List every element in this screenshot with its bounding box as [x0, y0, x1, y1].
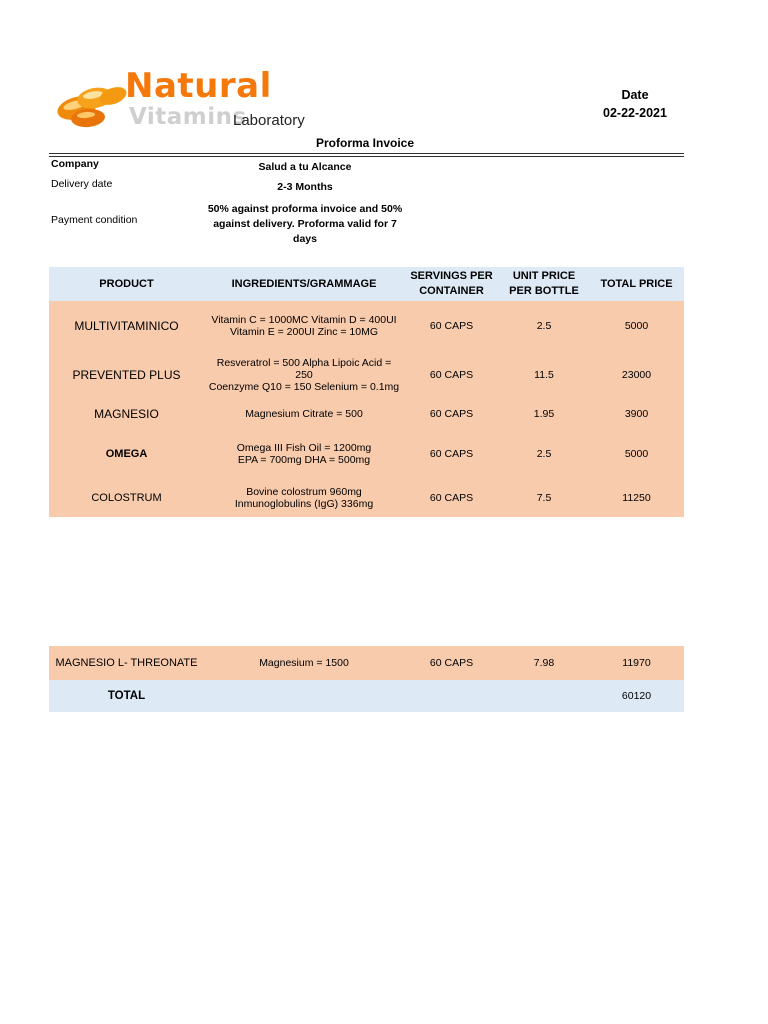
date-block [590, 86, 680, 122]
total-row [49, 680, 684, 712]
product-ingredients: Resveratrol = 500 Alpha Lipoic Acid = 250 Coenzyme Q10 = 150 Selenium = 0.1mg [208, 357, 400, 393]
product-total-price: 11970 [622, 657, 651, 669]
header-product: PRODUCT [99, 277, 154, 290]
product-unit-price: 1.95 [533, 408, 555, 420]
header-total-price: TOTAL PRICE [600, 277, 673, 290]
product-name: MULTIVITAMINICO [74, 319, 179, 333]
title-divider-second [49, 156, 684, 157]
table-row [49, 479, 684, 517]
product-unit-price: 2.5 [536, 320, 552, 332]
header-servings: SERVINGS PER CONTAINER [410, 270, 493, 297]
product-unit-price: 7.5 [536, 492, 552, 504]
product-total-price: 11250 [622, 492, 651, 504]
product-servings: 60 CAPS [429, 492, 474, 504]
header-ingredients: INGREDIENTS/GRAMMAGE [231, 277, 377, 290]
grand-total-value: 60120 [621, 690, 652, 702]
company-logo [55, 68, 315, 138]
logo-vitamins-text: Vitamins [129, 104, 247, 130]
product-total-price: 23000 [621, 369, 652, 381]
table-row [49, 399, 684, 429]
company-label: Company [51, 158, 99, 170]
product-total-price: 5000 [624, 320, 649, 332]
product-ingredients: Bovine colostrum 960mg Inmunoglobulins (IgG) 336mg [234, 486, 374, 510]
table-header-row [49, 267, 684, 301]
vitamin-capsules-icon [55, 68, 135, 138]
product-total-price: 5000 [624, 448, 649, 460]
total-label: TOTAL [107, 690, 146, 702]
product-servings: 60 CAPS [429, 320, 474, 332]
delivery-value: 2-3 Months [277, 181, 333, 193]
product-servings: 60 CAPS [429, 657, 474, 669]
product-servings: 60 CAPS [429, 408, 474, 420]
product-servings: 60 CAPS [429, 448, 474, 460]
company-value: Salud a tu Alcance [258, 161, 352, 173]
table-row [49, 351, 684, 399]
table-row [49, 646, 684, 680]
products-table [49, 267, 684, 712]
page-title: Proforma Invoice [315, 136, 415, 150]
product-name: OMEGA [105, 448, 148, 460]
product-ingredients: Magnesium Citrate = 500 [245, 408, 363, 420]
payment-value: 50% against proforma invoice and 50% against delivery. Proforma valid for 7 days [207, 203, 403, 245]
header-unit-price: UNIT PRICE PER BOTTLE [509, 270, 579, 297]
table-row [49, 301, 684, 351]
payment-label: Payment condition [51, 214, 138, 226]
product-name: MAGNESIO [94, 407, 159, 421]
product-unit-price: 2.5 [536, 448, 552, 460]
delivery-label: Delivery date [51, 178, 113, 190]
logo-natural-text: Natural [125, 66, 272, 106]
product-ingredients: Magnesium = 1500 [259, 657, 349, 669]
logo-laboratory-text: Laboratory [233, 112, 305, 129]
product-unit-price: 7.98 [533, 657, 555, 669]
date-value: 02-22-2021 [603, 106, 667, 120]
product-servings: 60 CAPS [429, 369, 474, 381]
date-label: Date [621, 88, 649, 102]
product-name: MAGNESIO L- THREONATE [55, 657, 198, 669]
product-ingredients: Omega III Fish Oil = 1200mg EPA = 700mg DHA = 500mg [236, 442, 372, 466]
product-ingredients: Vitamin C = 1000MC Vitamin D = 400UI Vitamin E = 200UI Zinc = 10MG [211, 314, 397, 338]
table-row [49, 429, 684, 479]
product-name: PREVENTED PLUS [72, 368, 181, 382]
table-spacer-row [49, 517, 684, 646]
product-name: COLOSTRUM [91, 492, 162, 504]
product-total-price: 3900 [624, 408, 649, 420]
product-unit-price: 11.5 [534, 369, 554, 381]
title-divider [49, 153, 684, 154]
